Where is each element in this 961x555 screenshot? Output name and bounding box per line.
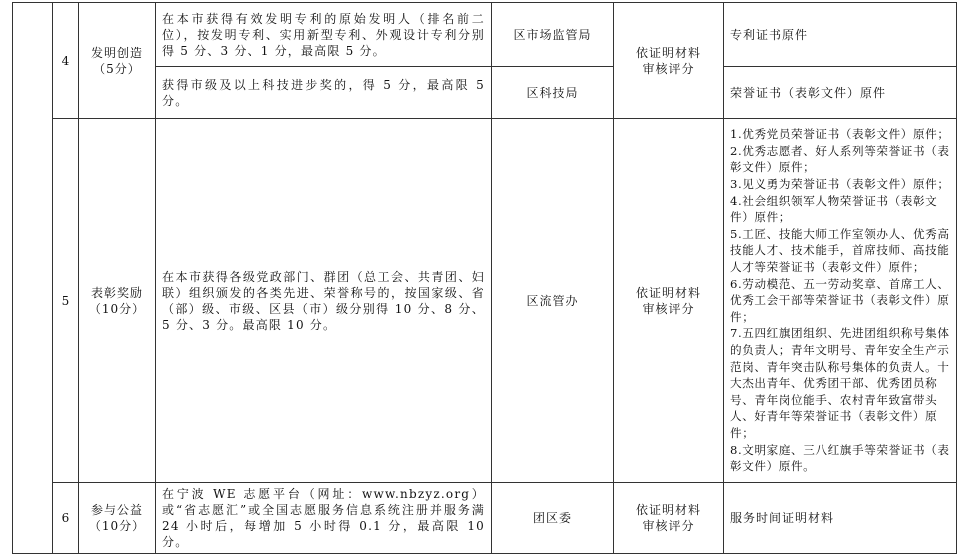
category-cell xyxy=(79,483,156,554)
review-method-line: 依证明材料 xyxy=(635,45,701,60)
table-row-4a xyxy=(13,3,957,67)
review-method-cell xyxy=(614,483,724,554)
criteria-cell: 在本市获得有效发明专利的原始发明人（排名前二位），按发明专利、实用新型专利、外观设计专利分别得 5 分、3 分、1 分，最高限 5 分。 xyxy=(156,3,492,67)
department-cell: 团区委 xyxy=(492,483,614,554)
category-points: （10分） xyxy=(88,519,146,533)
review-method-line: 审核评分 xyxy=(642,519,695,533)
review-method-cell xyxy=(614,119,724,483)
row-number: 6 xyxy=(53,483,79,554)
scoring-table xyxy=(12,2,957,554)
material-cell: 荣誉证书（表彰文件）原件 xyxy=(724,67,957,119)
material-list-item: 8.文明家庭、三八红旗手等荣誉证书（表彰文件）原件。 xyxy=(730,442,950,474)
material-cell: 服务时间证明材料 xyxy=(724,483,957,554)
review-method-line: 依证明材料 xyxy=(635,285,701,300)
department-cell: 区流管办 xyxy=(492,119,614,483)
left-gutter-cell xyxy=(13,3,53,554)
material-list-item: 6.劳动模范、五一劳动奖章、首席工人、优秀工会干部等荣誉证书（表彰文件）原件； xyxy=(730,276,950,324)
category-cell xyxy=(79,3,156,119)
material-list-cell xyxy=(724,119,957,483)
criteria-cell: 获得市级及以上科技进步奖的，得 5 分，最高限 5 分。 xyxy=(156,67,492,119)
category-name: 参与公益 xyxy=(90,503,143,517)
material-list-item: 4.社会组织领军人物荣誉证书（表彰文件）原件； xyxy=(730,193,938,225)
material-list-item: 7.五四红旗团组织、先进团组织称号集体的负责人；青年文明号、青年安全生产示范岗、青年突击队称号集体的负责人。十大杰出青年、优秀团干部、优秀团员称号、青年岗位能手、农村青年致富带头人、好青年等荣誉证书（表彰文件）原件； xyxy=(730,326,950,440)
review-method-line: 依证明材料 xyxy=(635,503,701,517)
criteria-cell: 在本市获得各级党政部门、群团（总工会、共青团、妇联）组织颁发的各类先进、荣誉称号的，按国家级、省（部）级、市级、区县（市）级分别得 10 分、8 分、5 分、3 分。最高限 10 分。 xyxy=(156,119,492,483)
department-cell: 区科技局 xyxy=(492,67,614,119)
category-name: 发明创造 xyxy=(90,45,143,60)
category-cell xyxy=(79,119,156,483)
category-points: （5分） xyxy=(93,61,141,76)
material-list-item: 1.优秀党员荣誉证书（表彰文件）原件； xyxy=(730,127,950,142)
row-number: 4 xyxy=(53,3,79,119)
category-points: （10分） xyxy=(88,301,146,316)
department-cell: 区市场监管局 xyxy=(492,3,614,67)
material-list-item: 5.工匠、技能大师工作室领办人、优秀高技能人才、技术能手，首席技师、高技能人才等荣誉证书（表彰文件）原件； xyxy=(730,226,950,275)
review-method-cell xyxy=(614,3,724,119)
material-cell: 专利证书原件 xyxy=(724,3,957,67)
scoring-table-container xyxy=(12,2,956,551)
review-method-line: 审核评分 xyxy=(642,61,695,76)
table-row-6 xyxy=(13,483,957,554)
table-row-5 xyxy=(13,119,957,483)
material-list-item: 3.见义勇为荣誉证书（表彰文件）原件； xyxy=(730,177,950,192)
row-number: 5 xyxy=(53,119,79,483)
criteria-cell: 在宁波 WE 志愿平台（网址：www.nbzyz.org）或“省志愿汇”或全国志愿服务信息系统注册并服务满 24 小时后，每增加 5 小时得 0.1 分，最高限 10 分。 xyxy=(156,483,492,554)
material-list-item: 2.优秀志愿者、好人系列等荣誉证书（表彰文件）原件； xyxy=(730,143,950,175)
review-method-line: 审核评分 xyxy=(642,301,695,316)
category-name: 表彰奖励 xyxy=(90,285,143,300)
